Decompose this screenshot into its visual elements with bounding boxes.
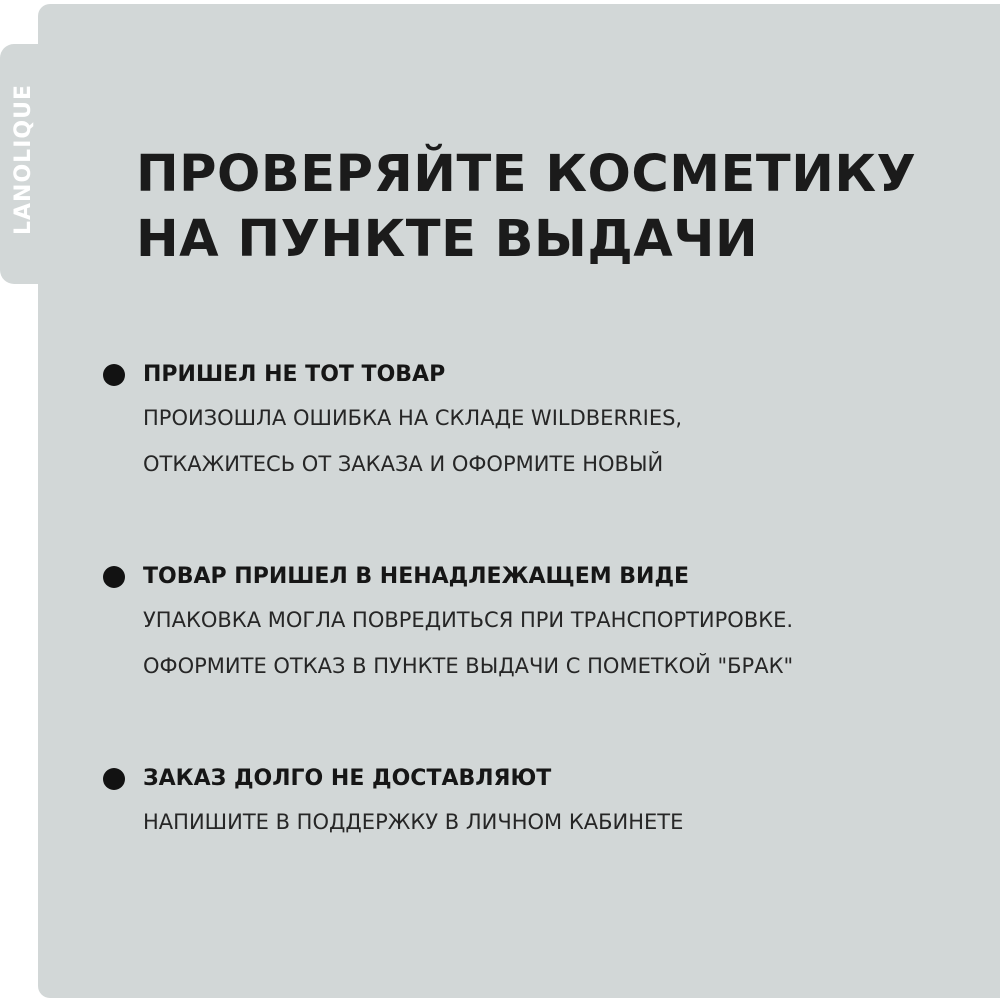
list-item-text: УПАКОВКА МОГЛА ПОВРЕДИТЬСЯ ПРИ ТРАНСПОРТИРОВКЕ. [143,608,794,632]
tips-list [100,355,980,915]
list-item [100,557,980,689]
brand-logo-text: LANOLIQUE [10,83,36,235]
page-title-line-1: ПРОВЕРЯЙТЕ КОСМЕТИКУ [136,145,917,204]
bullet-dot-icon [103,364,125,386]
page-title-line-2: НА ПУНКТЕ ВЫДАЧИ [136,210,759,269]
list-item [100,355,980,487]
list-item-title: ТОВАР ПРИШЕЛ В НЕНАДЛЕЖАЩЕМ ВИДЕ [143,564,690,589]
list-item-text: ОТКАЖИТЕСЬ ОТ ЗАКАЗА И ОФОРМИТЕ НОВЫЙ [143,452,664,476]
list-item-title: ЗАКАЗ ДОЛГО НЕ ДОСТАВЛЯЮТ [143,766,552,791]
list-item-text: НАПИШИТЕ В ПОДДЕРЖКУ В ЛИЧНОМ КАБИНЕТЕ [143,810,684,834]
list-item-text: ОФОРМИТЕ ОТКАЗ В ПУНКТЕ ВЫДАЧИ С ПОМЕТКОЙ "БРАК" [143,654,794,678]
bullet-dot-icon [103,566,125,588]
page-title [136,142,976,272]
brand-logo [3,54,43,264]
list-item-text: ПРОИЗОШЛА ОШИБКА НА СКЛАДЕ WILDBERRIES, [143,406,683,430]
list-item [100,759,980,845]
list-item-title: ПРИШЕЛ НЕ ТОТ ТОВАР [143,362,446,387]
bullet-dot-icon [103,768,125,790]
